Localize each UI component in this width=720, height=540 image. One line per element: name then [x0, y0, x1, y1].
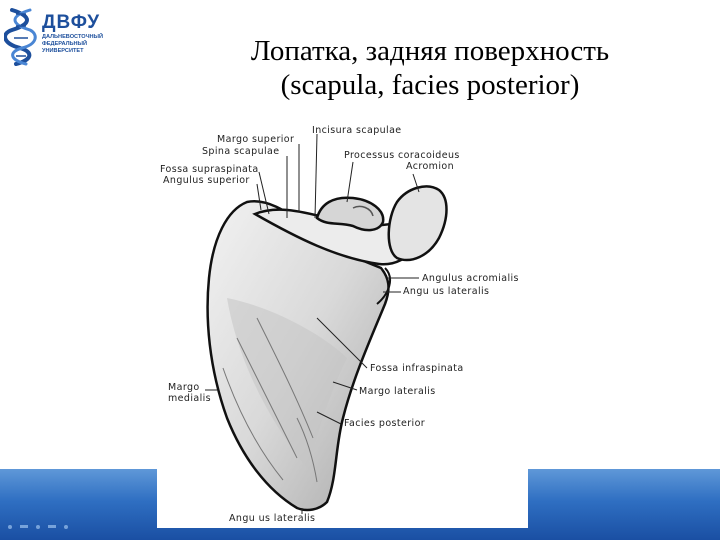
logo-line-3: УНИВЕРСИТЕТ: [42, 48, 84, 54]
label-angulus-lateralis-top: Angu us lateralis: [403, 286, 490, 297]
dna-helix-icon: [4, 4, 40, 68]
logo-name: ДВФУ: [42, 12, 101, 33]
label-processus-coracoideus: Processus coracoideus: [344, 150, 460, 161]
title-line-1: Лопатка, задняя поверхность: [250, 35, 610, 67]
label-angulus-acromialis: Angulus acromialis: [422, 273, 519, 284]
university-logo: [4, 4, 104, 68]
label-margo-superior: Margo superior: [217, 134, 295, 145]
scapula-figure: [157, 118, 528, 528]
label-acromion: Acromion: [406, 161, 454, 172]
acromion: [389, 186, 447, 260]
logo-line-1: ДАЛЬНЕВОСТОЧНЫЙ: [42, 34, 104, 40]
label-facies-posterior: Facies posterior: [344, 418, 426, 429]
label-angulus-lateralis-bottom: Angu us lateralis: [229, 513, 316, 524]
title-line-2: (scapula, facies posterior): [280, 69, 580, 101]
slide-title: [150, 34, 710, 102]
label-margo-medialis-2: medialis: [168, 393, 212, 404]
label-fossa-infraspinata: Fossa infraspinata: [370, 363, 464, 374]
label-margo-medialis-1: Margo: [168, 382, 200, 393]
label-spina-scapulae: Spina scapulae: [202, 146, 280, 157]
label-incisura-scapulae: Incisura scapulae: [312, 125, 402, 136]
logo-text: [42, 12, 108, 55]
logo-line-2: ФЕДЕРАЛЬНЫЙ: [42, 41, 88, 47]
label-fossa-supraspinata: Fossa supraspinata: [160, 164, 259, 175]
label-margo-lateralis: Margo lateralis: [359, 386, 436, 397]
label-angulus-superior: Angulus superior: [163, 175, 250, 186]
footer-decoration-icon: [4, 520, 84, 534]
